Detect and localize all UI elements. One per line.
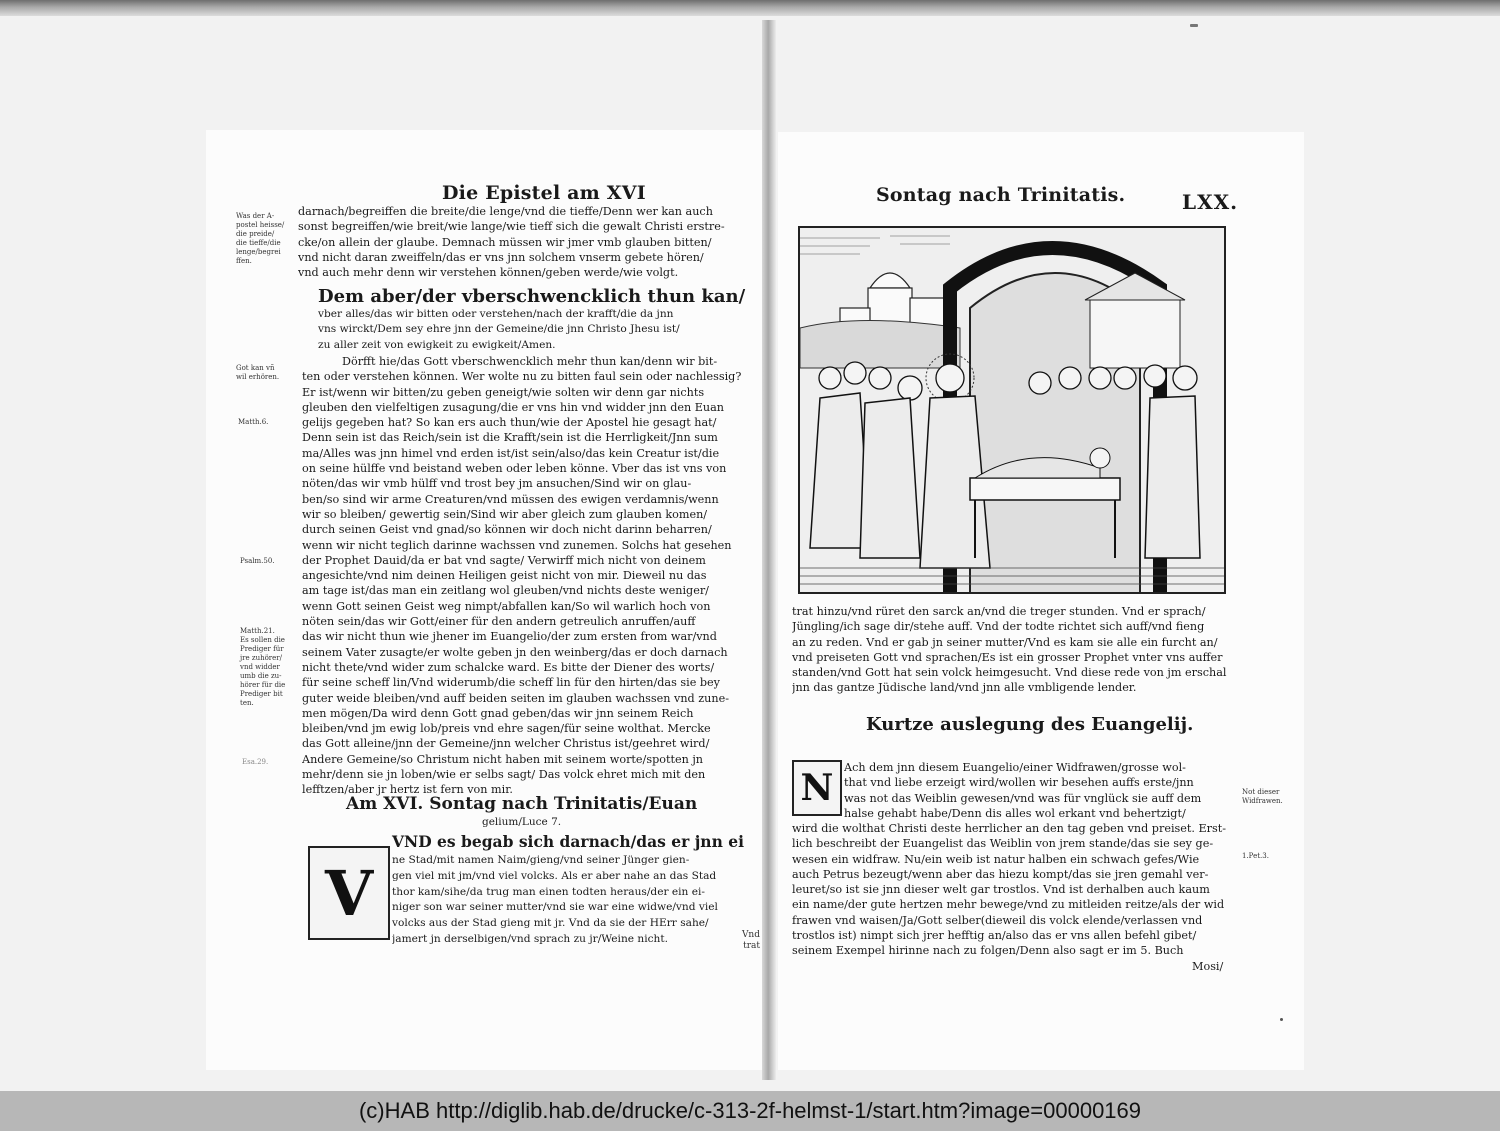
text-line: wenn Gott seinen Geist weg nimpt/abfallen kan/So wil warlich hoch von xyxy=(302,599,711,613)
text-line: für seine scheff lin/Vnd widerumb/die scheff lin für den hirten/das sie bey xyxy=(302,676,720,690)
text-line: das wir nicht thun wie jhener im Euangelio/der zum ersten from war/vnd xyxy=(302,630,717,644)
text-line: das Gott alleine/jnn der Gemeine/jnn welcher Christus ist/geehret wird/ xyxy=(302,737,710,751)
margin-note-3: Matth.6. xyxy=(238,418,269,426)
text-line: Andere Gemeine/so Christum nicht haben mit seinem worte/spotten jn xyxy=(302,752,704,766)
text-line: wird die wolthat Christi deste herrlicher an den tag geben vnd preiset. Erst- xyxy=(792,822,1227,835)
text-line: wesen ein widfraw. Nu/ein weib ist natur halben ein schwach gefes/Wie xyxy=(792,852,1200,866)
left-body-text xyxy=(302,354,748,798)
left-intro-text xyxy=(298,204,746,280)
text-line: niger son war seiner mutter/vnd sie war eine widwe/vnd viel xyxy=(392,901,718,914)
epistle-heading-text xyxy=(318,307,738,353)
text-line: that vnd liebe erzeigt wird/wollen wir besehen auffs erste/jnn xyxy=(844,776,1194,790)
gospel-first-line: VND es begab sich darnach/das er jnn ei xyxy=(392,832,744,851)
margin-note-1: Was der A- postel heisse/ die preide/ die tieffe/die lenge/begrei ffen. xyxy=(236,212,285,265)
exposition-heading: Kurtze auslegung des Euangelij. xyxy=(866,714,1194,735)
margin-note-5: Matth.21. Es sollen die Prediger für jre zuhörer/ vnd widder umb die zu- hörer für die Prediger bit ten. xyxy=(240,627,286,707)
text-line: trostlos ist) nimpt sich jrer hefftig an/also das er vns allen befehl gibet/ xyxy=(792,929,1197,943)
decorated-initial-n xyxy=(792,760,842,816)
text-line: auch Petrus bezeugt/wenn aber das hiezu kompt/das sie jren gemahl ver- xyxy=(792,867,1209,881)
gospel-subheading: gelium/Luce 7. xyxy=(482,816,562,828)
text-line: jamert jn derselbigen/vnd sprach zu jr/Weine nicht. xyxy=(392,932,669,945)
text-line: nöten/das wir vmb hülff vnd trost bey jm ansuchen/Sind wir on glau- xyxy=(302,477,692,491)
woodcut-illustration xyxy=(798,226,1226,594)
margin-note-6: Esa.29. xyxy=(242,758,269,766)
scan-speck xyxy=(1280,1018,1283,1021)
text-line: wir so bleiben/ gewertig sein/Sind wir aber gleich zum glauben komen/ xyxy=(302,507,708,521)
exposition-text xyxy=(792,821,1240,974)
left-running-head: Die Epistel am XVI xyxy=(442,182,646,204)
text-line: darnach/begreiffen die breite/die lenge/vnd die tieffe/Denn wer kan auch xyxy=(298,205,713,218)
text-line: ein name/der gute hertzen mehr bewege/vnd zu mitleiden reitze/als der wid xyxy=(792,898,1225,912)
text-line: Er ist/wenn wir bitten/zu geben geneigt/wie solten wir denn gar nichts xyxy=(302,385,705,399)
text-line: frawen vnd waisen/Ja/Gott selber(dieweil dis volck elende/verlassen vnd xyxy=(792,913,1203,927)
text-line: volcks aus der Stad gieng mit jr. Vnd da sie der HErr sahe/ xyxy=(392,917,709,930)
text-line: lich beschreibt der Euangelist das Weiblin von jrem stande/das sie sey ge- xyxy=(792,837,1214,851)
text-line: cke/on allein der glaube. Demnach müssen wir jmer vmb glauben bitten/ xyxy=(298,235,712,249)
text-line: vnd auch mehr denn wir verstehen können/geben werde/wie volgt. xyxy=(298,266,679,280)
margin-note-7: Not dieser Widfrawen. xyxy=(1242,788,1283,805)
woodcut-raising-widows-son xyxy=(800,228,1224,592)
text-line: an zu reden. Vnd er gab jn seiner mutter/Vnd es kam sie alle ein furcht an/ xyxy=(792,635,1218,649)
scan-top-edge xyxy=(0,0,1500,16)
text-line: thor kam/sihe/da trug man einen todten heraus/der ein ei- xyxy=(392,885,705,898)
text-line: Jüngling/ich sage dir/stehe auff. Vnd der todte richtet sich auff/vnd fieng xyxy=(792,620,1205,634)
exposition-text-indented xyxy=(844,760,1240,821)
copyright-credit: (c)HAB http://diglib.hab.de/drucke/c-313-2f-helmst-1/start.htm?image=00000169 xyxy=(358,1098,1142,1123)
text-line: vnd preiseten Gott vnd sprachen/Es ist ein grosser Prophet vnter vns auffer xyxy=(792,650,1223,664)
text-line: ben/so sind wir arme Creaturen/vnd müssen des ewigen verdamnis/wenn xyxy=(302,492,719,506)
text-line: gleuben den vielfeltigen zusagung/die er vns hin vnd widder jnn den Euan xyxy=(302,400,725,414)
initial-letter: V xyxy=(324,856,374,930)
text-line: vns wirckt/Dem sey ehre jnn der Gemeine/die jnn Christo Jhesu ist/ xyxy=(318,323,680,336)
folio-number: LXX. xyxy=(1182,190,1239,214)
text-line: standen/vnd Gott hat sein volck heimgesucht. Vnd diese rede von jm erschal xyxy=(792,666,1227,680)
text-line: leuret/so ist sie jnn dieser welt gar trostlos. Vnd ist derhalben auch kaum xyxy=(792,883,1210,897)
epistle-heading: Dem aber/der vberschwencklich thun kan/ xyxy=(318,286,746,307)
gospel-continuation-text xyxy=(792,604,1240,696)
text-line: trat hinzu/vnd rüret den sarck an/vnd die treger stunden. Vnd er sprach/ xyxy=(792,605,1206,618)
text-line: ne Stad/mit namen Naim/gieng/vnd seiner Jünger gien- xyxy=(392,854,690,866)
margin-note-4: Psalm.50. xyxy=(240,557,275,565)
text-line: men mögen/Da wird denn Gott gnad geben/das wir jnn seinem Reich xyxy=(302,706,694,720)
initial-letter: N xyxy=(800,767,834,809)
book-gutter xyxy=(762,20,776,1080)
text-line: lefftzen/aber jr hertz ist fern von mir. xyxy=(302,783,513,797)
text-line: gen viel mit jm/vnd viel volcks. Als er aber nahe an das Stad xyxy=(392,869,717,882)
text-line: Mosi/ xyxy=(1192,959,1224,973)
text-line: sonst begreiffen/wie breit/wie lange/wie tieff sich die gewalt Christi erstre- xyxy=(298,220,725,234)
text-line: nöten sein/das wir Gott/einer für den andern getreulich anruffen/auff xyxy=(302,615,696,629)
text-line: ma/Alles was jnn himel vnd erden ist/ist sein/also/das kein Creatur ist/die xyxy=(302,446,720,460)
gospel-text xyxy=(392,853,752,948)
text-line: mehr/denn sie jn loben/wie er selbs sagt/ Das volck ehret mich mit den xyxy=(302,768,706,782)
text-line: wenn wir nicht teglich darinne wachssen vnd zunemen. Solchs hat gesehen xyxy=(302,538,732,552)
text-line: Denn sein ist das Reich/sein ist die Krafft/sein ist die Herrligkeit/Jnn sum xyxy=(302,431,718,445)
text-line: Ach dem jnn diesem Euangelio/einer Widfrawen/grosse wol- xyxy=(844,761,1186,774)
text-line: was not das Weiblin gewesen/vnd was für vnglück sie auff dem xyxy=(844,791,1202,805)
right-running-head: Sontag nach Trinitatis. xyxy=(876,184,1126,206)
margin-note-2: Got kan vñ wil erhören. xyxy=(236,364,280,381)
text-line: guter weide bleiben/vnd auff beiden seiten im glauben wachssen vnd zune- xyxy=(302,691,729,705)
gospel-heading: Am XVI. Sontag nach Trinitatis/Euan xyxy=(346,794,698,814)
decorated-initial-v xyxy=(308,846,390,940)
text-line: jnn das gantze Jüdische land/vnd jnn alle vmbligende lender. xyxy=(792,681,1137,695)
text-line: ten oder verstehen können. Wer wolte nu zu bitten faul sein oder nachlessig? xyxy=(302,370,742,384)
text-line: gelijs gegeben hat? So kan ers auch thun/wie der Apostel hie gesagt hat/ xyxy=(302,416,717,430)
text-line: nicht thete/vnd wider zum schalcke ward. Es bitte der Diener des worts/ xyxy=(302,660,715,674)
text-line: on seine hülffe vnd beistand weben oder leben könne. Vber das ist vns von xyxy=(302,462,727,476)
text-line: vber alles/das wir bitten oder verstehen/nach der krafft/die da jnn xyxy=(318,308,674,320)
text-line: durch seinen Geist vnd gnad/so können wir doch nicht darinn beharren/ xyxy=(302,523,712,537)
text-line: halse gehabt habe/Denn dis alles wol erkant vnd behertzigt/ xyxy=(844,806,1186,820)
text-line: bleiben/vnd jm ewig lob/preis vnd ehre sagen/für seine wolthat. Mercke xyxy=(302,722,711,736)
text-line: am tage ist/das man ein zeitlang wol gleuben/vnd nichts deste weniger/ xyxy=(302,584,709,598)
text-line: der Prophet Dauid/da er bat vnd sagte/ Verwirff mich nicht von deinem xyxy=(302,553,706,567)
text-line: angesichte/vnd nim deinen Heiligen geist nicht von mir. Dieweil nu das xyxy=(302,569,707,583)
scan-speck xyxy=(1190,24,1198,27)
text-line: vnd nicht daran zweiffeln/das er vns jnn solchem vnserm gebete hören/ xyxy=(298,250,704,264)
text-line: seinem Exempel hirinne nach zu folgen/Denn also sagt er im 5. Buch xyxy=(792,944,1184,958)
text-line: seinem Vater zusagte/er wolte geben jn den weinberg/das er doch darnach xyxy=(302,645,728,659)
text-line: Dörfft hie/das Gott vberschwencklich mehr thun kan/denn wir bit- xyxy=(342,355,718,368)
catchword: Vnd trat xyxy=(741,930,760,951)
text-line: zu aller zeit von ewigkeit zu ewigkeit/Amen. xyxy=(318,338,556,351)
margin-note-8: 1.Pet.3. xyxy=(1242,852,1269,860)
